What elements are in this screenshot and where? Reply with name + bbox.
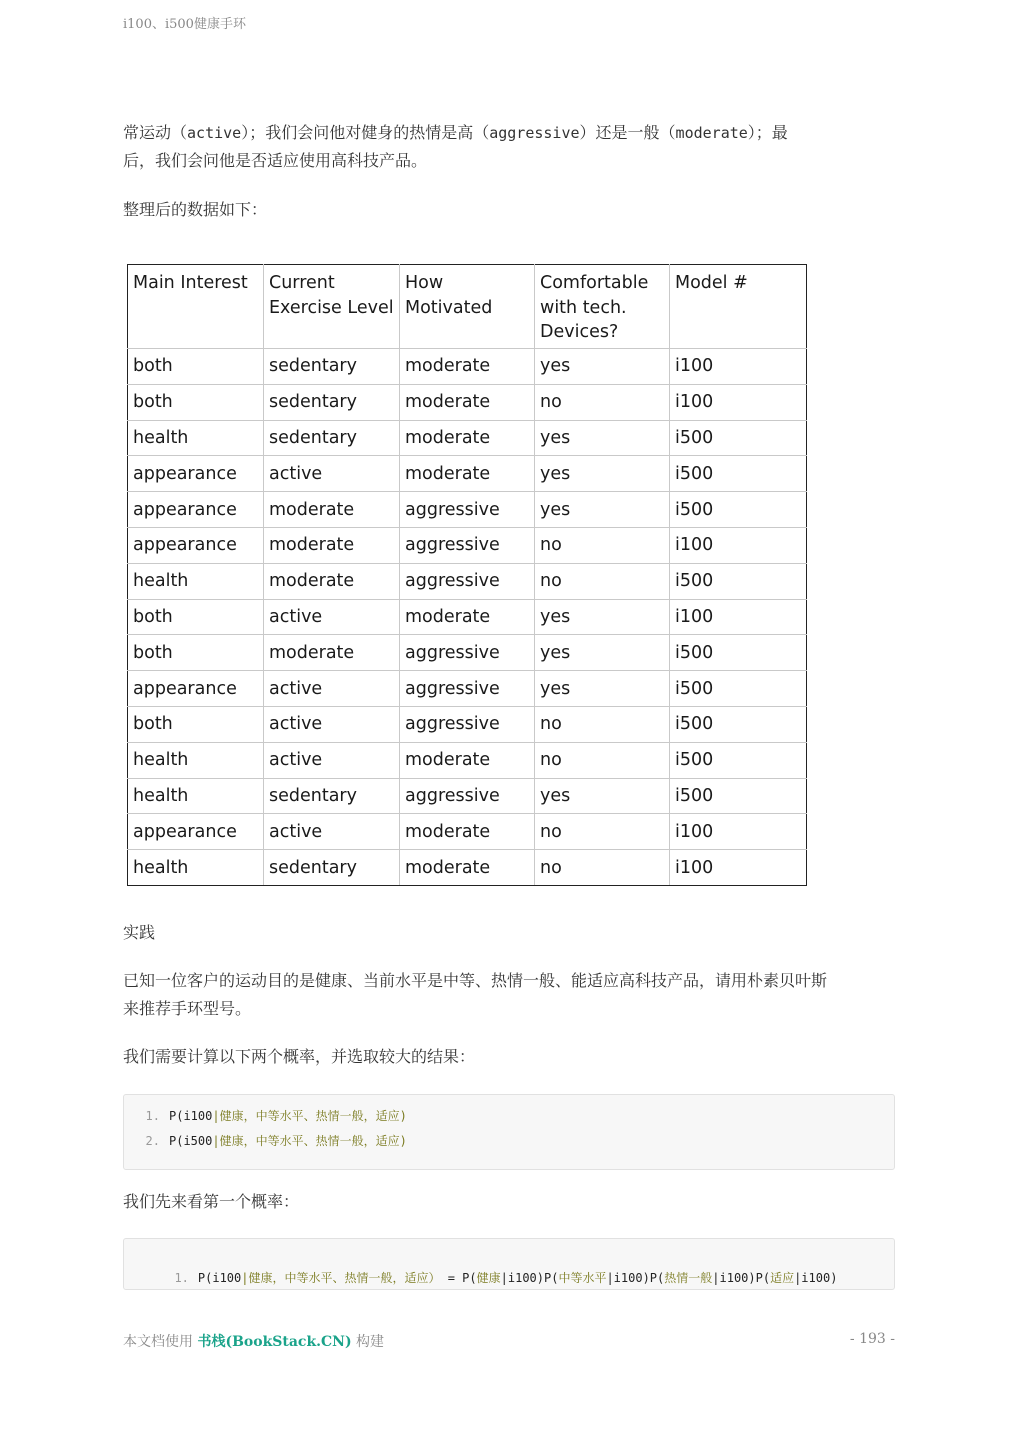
code-line (124, 1132, 894, 1157)
column-header: How Motivated (400, 265, 535, 349)
practice-heading: 实践 (123, 923, 156, 942)
table-row (128, 778, 807, 814)
code-token: 中等水平 (558, 1271, 607, 1285)
table-cell: active (264, 814, 400, 850)
code-token: 适应 (770, 1271, 795, 1285)
code-token: P(i500 (169, 1134, 213, 1148)
table-row (128, 527, 807, 563)
table-cell: aggressive (400, 563, 535, 599)
table-cell: i100 (670, 527, 807, 563)
table-row (128, 742, 807, 778)
column-header: Comfortable with tech. Devices? (535, 265, 670, 349)
table-cell: i500 (670, 778, 807, 814)
code-line (124, 1251, 894, 1285)
table-cell: no (535, 850, 670, 886)
code-token: 健康 (476, 1271, 501, 1285)
first-prob-intro: 我们先来看第一个概率： (123, 1192, 300, 1211)
footer-text: 本文档使用 (123, 1334, 198, 1350)
table-cell: no (535, 527, 670, 563)
term-moderate: moderate (675, 124, 748, 142)
table-row (128, 349, 807, 385)
code-token: |i100)P( (500, 1271, 559, 1285)
table-cell: appearance (128, 527, 264, 563)
table-cell: i500 (670, 420, 807, 456)
table-cell: yes (535, 671, 670, 707)
term-aggressive: aggressive (489, 124, 580, 142)
footer-text: 构建 (351, 1334, 385, 1350)
table-cell: moderate (400, 456, 535, 492)
table-cell: i500 (670, 635, 807, 671)
column-header: Model # (670, 265, 807, 349)
table-row (128, 814, 807, 850)
table-cell: i500 (670, 706, 807, 742)
table-cell: health (128, 420, 264, 456)
code-token: |i100)P( (712, 1271, 771, 1285)
code-token: P(i100 (169, 1109, 213, 1123)
table-cell: no (535, 563, 670, 599)
table-cell: moderate (264, 492, 400, 528)
intro-paragraph (123, 119, 895, 175)
table-cell: aggressive (400, 527, 535, 563)
table-cell: active (264, 456, 400, 492)
table-row (128, 456, 807, 492)
line-number: 2. (145, 1134, 160, 1148)
table-cell: yes (535, 635, 670, 671)
data-table (127, 264, 807, 886)
table-cell: yes (535, 349, 670, 385)
code-token: |i100) (794, 1271, 838, 1285)
table-row (128, 384, 807, 420)
table-cell: i100 (670, 599, 807, 635)
code-token: |健康，中等水平、热情一般，适应 (212, 1109, 400, 1123)
table-cell: health (128, 778, 264, 814)
table-row (128, 492, 807, 528)
table-cell: i500 (670, 563, 807, 599)
table-cell: health (128, 742, 264, 778)
table-row (128, 563, 807, 599)
table-cell: yes (535, 492, 670, 528)
term-active: active (187, 124, 242, 142)
table-cell: moderate (264, 563, 400, 599)
page-footer (123, 1331, 895, 1351)
table-cell: appearance (128, 456, 264, 492)
table-intro: 整理后的数据如下： (123, 200, 268, 219)
table-cell: yes (535, 778, 670, 814)
table-cell: i100 (670, 814, 807, 850)
table-cell: i500 (670, 492, 807, 528)
code-token: ) (399, 1109, 407, 1123)
table-cell: yes (535, 599, 670, 635)
table-cell: active (264, 742, 400, 778)
intro-text: ）还是一般（ (579, 123, 676, 142)
table-cell: sedentary (264, 850, 400, 886)
code-token: P(i100 (197, 1271, 242, 1285)
table-cell: no (535, 706, 670, 742)
intro-text: ）；最 (747, 123, 788, 142)
table-row (128, 706, 807, 742)
table-cell: yes (535, 420, 670, 456)
table-cell: moderate (400, 850, 535, 886)
intro-text: 常运动（ (123, 123, 188, 142)
code-token: |健康，中等水平、热情一般，适应） (241, 1271, 441, 1285)
table-row (128, 635, 807, 671)
intro-text: 后，我们会问他是否适应使用高科技产品。 (123, 151, 428, 170)
table-cell: active (264, 599, 400, 635)
table-cell: aggressive (400, 706, 535, 742)
table-cell: i100 (670, 850, 807, 886)
code-block-expansion (123, 1238, 895, 1290)
table-cell: moderate (264, 527, 400, 563)
table-row (128, 599, 807, 635)
code-token: ) (399, 1134, 407, 1148)
intro-text: ）；我们会问他对健身的热情是高（ (241, 123, 490, 142)
table-cell: aggressive (400, 635, 535, 671)
table-cell: health (128, 563, 264, 599)
practice-text: 已知一位客户的运动目的是健康、当前水平是中等、热情一般、能适应高科技产品，请用朴素贝叶斯 (123, 971, 828, 990)
table-cell: i500 (670, 456, 807, 492)
table-cell: no (535, 384, 670, 420)
table-cell: moderate (400, 599, 535, 635)
table-cell: sedentary (264, 384, 400, 420)
table-cell: active (264, 671, 400, 707)
table-cell: i500 (670, 742, 807, 778)
code-line (124, 1107, 894, 1132)
table-cell: i100 (670, 384, 807, 420)
footer-brand-link[interactable]: 书栈(BookStack.CN) (197, 1334, 352, 1350)
table-cell: moderate (400, 742, 535, 778)
compute-intro: 我们需要计算以下两个概率，并选取较大的结果： (123, 1047, 476, 1066)
column-header: Current Exercise Level (264, 265, 400, 349)
page-number: - 193 - (849, 1331, 895, 1347)
table-cell: health (128, 850, 264, 886)
running-header: i100、i500健康手环 (123, 17, 246, 32)
table-cell: both (128, 599, 264, 635)
table-row (128, 420, 807, 456)
table-cell: sedentary (264, 420, 400, 456)
table-cell: appearance (128, 492, 264, 528)
table-cell: no (535, 742, 670, 778)
table-cell: both (128, 706, 264, 742)
table-cell: yes (535, 456, 670, 492)
table-cell: no (535, 814, 670, 850)
table-cell: moderate (400, 420, 535, 456)
line-number: 1. (145, 1109, 160, 1123)
table-cell: appearance (128, 814, 264, 850)
table-cell: aggressive (400, 671, 535, 707)
code-token: |健康，中等水平、热情一般，适应 (212, 1134, 400, 1148)
practice-paragraph (123, 967, 895, 1023)
table-cell: sedentary (264, 778, 400, 814)
table-cell: moderate (400, 384, 535, 420)
code-token: = P( (440, 1271, 477, 1285)
table-cell: active (264, 706, 400, 742)
table-cell: moderate (400, 814, 535, 850)
column-header: Main Interest (128, 265, 264, 349)
table-cell: both (128, 635, 264, 671)
table-cell: moderate (400, 349, 535, 385)
table-cell: aggressive (400, 492, 535, 528)
table-cell: both (128, 384, 264, 420)
table-header-row (128, 265, 807, 349)
practice-text: 来推荐手环型号。 (123, 999, 252, 1018)
code-block-probabilities (123, 1094, 895, 1170)
table-row (128, 850, 807, 886)
table-cell: i500 (670, 671, 807, 707)
data-table-figure (127, 264, 807, 886)
table-row (128, 671, 807, 707)
table-cell: aggressive (400, 778, 535, 814)
table-cell: sedentary (264, 349, 400, 385)
line-number: 1. (174, 1271, 189, 1285)
table-cell: both (128, 349, 264, 385)
code-token: |i100)P( (606, 1271, 665, 1285)
table-cell: moderate (264, 635, 400, 671)
code-token: 热情一般 (664, 1271, 713, 1285)
table-cell: appearance (128, 671, 264, 707)
table-cell: i100 (670, 349, 807, 385)
